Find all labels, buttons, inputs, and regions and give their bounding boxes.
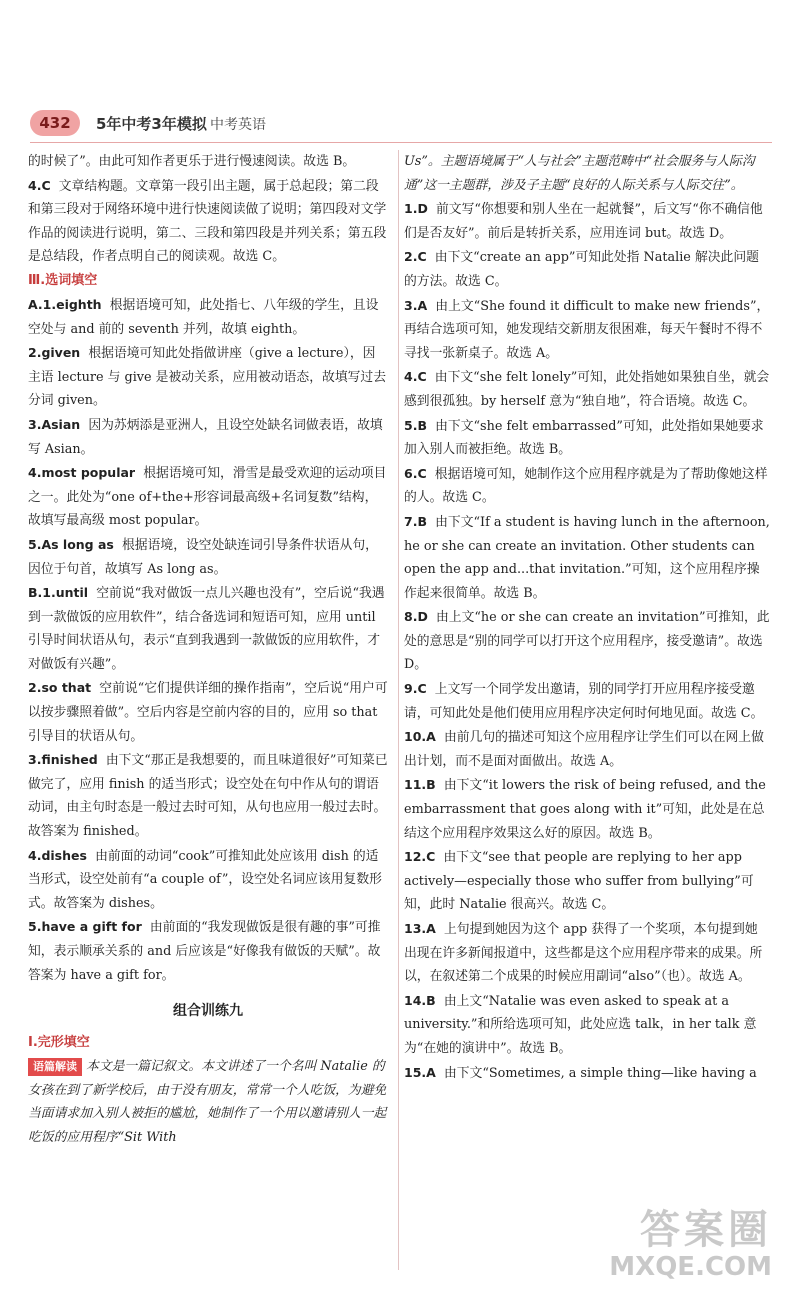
answer-key: 3.finished: [28, 752, 98, 768]
answer-key: 4.dishes: [28, 847, 87, 863]
answer-key: 5.have a gift for: [28, 919, 142, 935]
answer-item: [404, 989, 770, 1061]
answer-item: [28, 174, 388, 269]
answer-item: [404, 725, 770, 773]
answer-explanation: 空前说“我对做饭一点儿兴趣也没有”，空后说“我遇到一款做饭的应用软件”，结合备选词和短语可知，应用 until 引导时间状语从句，表示“直到我遇到一款做饭的应用软件，才对做饭有兴趣”。: [28, 586, 385, 672]
answer-key: 11.B: [404, 777, 436, 793]
answer-item: [28, 461, 388, 533]
answer-item: [404, 294, 770, 366]
right-column: [404, 150, 770, 1085]
answer-item: [28, 748, 388, 843]
answer-item: [404, 605, 770, 677]
answer-item: [404, 462, 770, 510]
answer-key: 3.Asian: [28, 416, 81, 432]
answer-explanation: 由下文“see that people are replying to her app actively—especially those who suffer from bullying”可知，此时 Natalie 很高兴。故选 C。: [404, 850, 754, 913]
answer-key: B.1.until: [28, 585, 89, 601]
answer-explanation: 根据语境可知此处指做讲座（give a lecture），因主语 lecture 与 give 是被动关系，应用被动语态，故填写过去分词 given。: [28, 346, 387, 409]
answer-explanation: 由下文“it lowers the risk of being refused, and the embarrassment that goes along with it”可知，此处是在总结这个应用程序效果这么好的原因。故选 B。: [404, 778, 766, 841]
answer-key: 12.C: [404, 849, 436, 865]
answer-item: [404, 365, 770, 413]
passage-summary-cont: Us”。主题语境属于“人与社会”主题范畴中“社会服务与人际沟通”这一主题群，涉及子主题“良好的人际关系与人际交往”。: [404, 154, 755, 193]
answer-text: 的时候了”。由此可知作者更乐于进行慢速阅读。故选 B。: [28, 154, 356, 169]
watermark-url: MXQE.COM: [609, 1252, 772, 1282]
passage-summary: 本文是一篇记叙文。本文讲述了一个名叫 Natalie 的女孩在到了新学校后，由于没有朋友，常常一个人吃饭，为避免当面请求加入别人被拒的尴尬，她制作了一个用以邀请别人一起吃饭的应用程序“Sit With: [28, 1059, 387, 1145]
answer-item: [404, 677, 770, 725]
watermark-logo-text: 答案圈: [640, 1207, 772, 1253]
answer-item: [28, 844, 388, 916]
answer-item: [28, 915, 388, 987]
answer-explanation: 由下文“If a student is having lunch in the afternoon, he or she can create an invitation. Other students can open the app and...that invitation.”可知，这个应用程序操作起来很简单。故选 B。: [404, 514, 770, 601]
answer-key: 15.A: [404, 1064, 436, 1080]
section-heading: Ⅰ.完形填空: [28, 1035, 90, 1051]
answer-item: [28, 676, 388, 748]
answer-item: [404, 773, 770, 845]
answer-explanation: 根据语境可知，此处指七、八年级的学生，且设空处与 and 前的 seventh 并列，故填 eighth。: [28, 297, 379, 337]
answer-item: [404, 1061, 770, 1086]
answer-explanation: 因为苏炳添是亚洲人，且设空处缺名词做表语，故填写 Asian。: [28, 417, 383, 457]
answer-explanation: 由前面的动词“cook”可推知此处应该用 dish 的适当形式，设空处前有“a couple of”，设空处名词应该用复数形式。故答案为 dishes。: [28, 848, 382, 911]
answer-key: 3.A: [404, 297, 428, 313]
answer-key: 2.C: [404, 249, 427, 265]
answer-explanation: 根据语境可知，滑雪是最受欢迎的运动项目之一。此处为“one of+the+形容词最高级+名词复数”结构，故填写最高级 most popular。: [28, 466, 387, 529]
answer-key: 13.A: [404, 921, 436, 936]
answer-explanation: 空前说“它们提供详细的操作指南”，空后说“用户可以按步骤照着做”。空后内容是空前内容的目的，应用 so that 引导目的状语从句。: [28, 681, 388, 744]
answer-explanation: 由下文“那正是我想要的，而且味道很好”可知菜已做完了，应用 finish 的适当形式；设空处在句中作从句的谓语动词，由主句时态是一般过去时可知，从句也应用一般过去时。故答案为 finished。: [28, 753, 388, 840]
watermark: [609, 1208, 772, 1282]
answer-item: [28, 341, 388, 413]
answer-key: 4.C: [28, 177, 51, 193]
subject-label: 中考英语: [210, 117, 266, 133]
answer-explanation: 文章结构题。文章第一段引出主题，属于总起段；第二段和第三段对于网络环境中进行快速阅读做了说明；第四段对文学作品的阅读进行说明，第二、三段和第四段是并列关系；第五段是总结段，作者点明自己的阅读观。故选 C。: [28, 178, 387, 265]
answer-key: 8.D: [404, 609, 428, 625]
answer-explanation: 由上文“She found it difficult to make new friends”，再结合选项可知，她发现结交新朋友很困难，每天午餐时不得不寻找一张新桌子。故选 A。: [404, 298, 770, 361]
exercise-title: 组合训练九: [173, 1003, 243, 1020]
answer-item: [404, 845, 770, 917]
answer-explanation: 由前面的“我发现做饭是很有趣的事”可推知，表示顺承关系的 and 后应该是“好像我有做饭的天赋”。故答案为 have a gift for。: [28, 920, 381, 983]
column-divider: [398, 150, 399, 1270]
answer-explanation: 由下文“create an app”可知此处指 Natalie 解决此问题的方法。故选 C。: [404, 250, 759, 289]
answer-explanation: 由下文“Sometimes, a simple thing—like having a: [443, 1065, 757, 1081]
answer-explanation: 由上文“Natalie was even asked to speak at a university.”和所给选项可知，此处应选 talk，in her talk 意为“在她的演讲中”。故选 B。: [404, 993, 757, 1056]
answer-item: [28, 533, 388, 581]
answer-item: [28, 413, 388, 461]
answer-key: 5.B: [404, 417, 427, 433]
answer-explanation: 由前几句的描述可知这个应用程序让学生们可以在网上做出计划，而不是面对面做出。故选 A。: [404, 730, 764, 769]
answer-explanation: 上句提到她因为这个 app 获得了一个奖项，本句提到她出现在许多新闻报道中，这些都是这个应用程序带来的成果。所以，在叙述第二个成果的时候应用副词“also”（也）。故选 A。: [404, 922, 763, 985]
left-column: [28, 150, 388, 1150]
answer-explanation: 根据语境可知，她制作这个应用程序就是为了帮助像她这样的人。故选 C。: [404, 466, 768, 506]
answer-key: A.1.eighth: [28, 296, 102, 312]
answer-explanation: 前文写“你想要和别人坐在一起就餐”，后文写“你不确信他们是否友好”。前后是转折关系，应用连词 but。故选 D。: [404, 202, 763, 241]
answer-key: 9.C: [404, 681, 427, 697]
section-heading: Ⅲ.选词填空: [28, 272, 98, 288]
passage-analysis: [28, 1055, 388, 1149]
answer-explanation: 由下文“she felt embarrassed”可知，此处指如果她要求加入别人而被拒绝。故选 B。: [404, 418, 764, 458]
header-rule: [30, 142, 772, 143]
answer-key: 14.B: [404, 992, 436, 1008]
answer-explanation: 上文写一个同学发出邀请，别的同学打开应用程序接受邀请，可知此处是他们使用应用程序决定何时何地见面。故选 C。: [404, 682, 764, 721]
answer-item: [404, 245, 770, 293]
answer-key: 4.most popular: [28, 465, 136, 481]
page-header: [0, 0, 800, 150]
answer-key: 10.A: [404, 729, 436, 745]
answer-key: 4.C: [404, 369, 427, 385]
analysis-tag: 语篇解读: [28, 1058, 82, 1076]
book-title: 5年中考3年模拟: [96, 115, 207, 133]
answer-explanation: 由上文“he or she can create an invitation”可推知，此处的意思是“别的同学可以打开这个应用程序，接受邀请”。故选 D。: [404, 610, 770, 673]
answer-key: 1.D: [404, 201, 428, 217]
answer-key: 2.given: [28, 345, 81, 361]
answer-key: 7.B: [404, 513, 427, 529]
answer-item: [404, 510, 770, 605]
answer-item: [28, 581, 388, 676]
answer-item: [28, 293, 388, 341]
answer-item: [404, 917, 770, 989]
answer-key: 2.so that: [28, 680, 92, 696]
answer-explanation: 由下文“she felt lonely”可知，此处指她如果独自坐，就会感到很孤独。by herself 意为“独自地”，符合语境。故选 C。: [404, 370, 770, 409]
answer-explanation: 根据语境，设空处缺连词引导条件状语从句，因位于句首，故填写 As long as。: [28, 537, 378, 577]
page-number: 432: [30, 110, 80, 136]
answer-key: 5.As long as: [28, 536, 114, 552]
answer-item: [404, 414, 770, 462]
answer-key: 6.C: [404, 465, 427, 481]
answer-item: [404, 197, 770, 245]
